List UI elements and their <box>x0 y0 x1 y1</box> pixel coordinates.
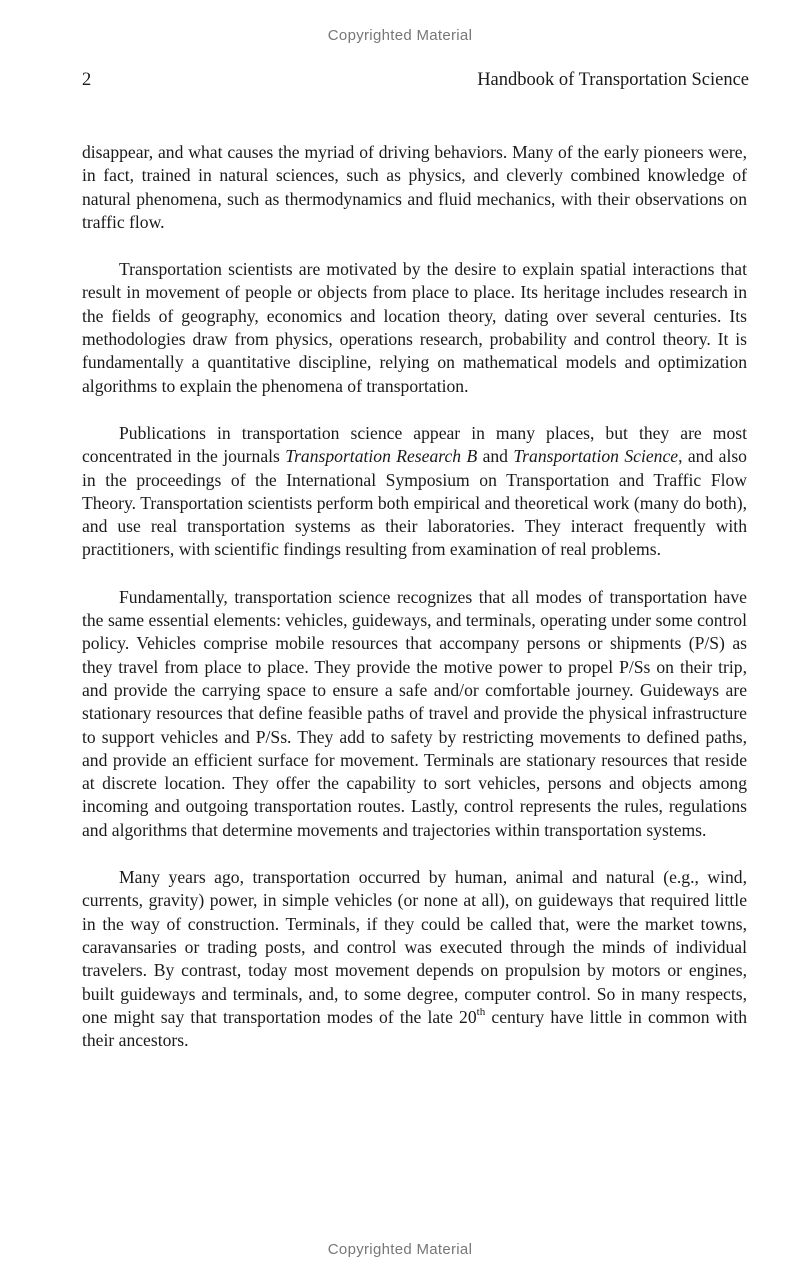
paragraph-4: Fundamentally, transportation science recognizes that all modes of transportation have the same essential elements: vehicles, guideways, and terminals, operating under some control policy. Vehicles comprise mobile resources that accompany persons or shipments (P/S) as they travel from place to place. They provide the motive power to propel P/Ss on their trip, and provide the carrying space to ensure a safe and/or comfortable journey. Guideways are stationary resources that define feasible paths of travel and provide the physical infrastructure to support vehicles and P/Ss. They add to safety by restricting movements to defined paths, and provide an efficient surface for movement. Terminals are stationary resources that reside at discrete location. They offer the capability to sort vehicles, persons and objects among incoming and outgoing transportation routes. Lastly, control represents the rules, regulations and algorithms that determine movements and trajectories within transportation systems. <box>82 586 747 840</box>
copyright-watermark-top: Copyrighted Material <box>327 27 473 44</box>
paragraph-3-text-c: , and also in the proceedings of the International Symposium on Transportation and Traffic Flow Theory. Transportation scientists perform both empirical and theoretical work (many do both), and use real transportation systems as their laboratories. They interact frequently with practitioners, with scientific findings resulting from examination of real problems. <box>82 446 747 560</box>
paragraph-2: Transportation scientists are motivated by the desire to explain spatial interactions that result in movement of people or objects from place to place. Its heritage includes research in the fields of geography, economics and location theory, dating over several centuries. Its methodologies draw from physics, operations research, probability and control theory. It is fundamentally a quantitative discipline, relying on mathematical models and optimization algorithms to explain the phenomena of transportation. <box>82 259 747 396</box>
paragraph-1: disappear, and what causes the myriad of driving behaviors. Many of the early pioneers were, in fact, trained in natural sciences, such as physics, and cleverly combined knowledge of natural phenomena, such as thermodynamics and fluid mechanics, with their observations on traffic flow. <box>82 142 747 232</box>
paragraph-5-text-a: Many years ago, transportation occurred by human, animal and natural (e.g., wind, currents, gravity) power, in simple vehicles (or none at all), on guideways that required little in the way of construction. Terminals, if they could be called that, were the market towns, caravansaries or trading posts, and control was executed through the minds of individual travelers. By contrast, today most movement depends on propulsion by motors or engines, built guideways and terminals, and, to some degree, computer control. So in many respects, one might say that transportation modes of the late 20 <box>82 867 747 1027</box>
paragraph-5 <box>82 866 747 1052</box>
page-number: 2 <box>82 70 92 90</box>
body-text <box>82 141 747 1076</box>
ordinal-superscript: th <box>476 1005 486 1018</box>
journal-title-transportation-science: Transportation Science <box>513 446 679 467</box>
paragraph-3-text-b: and <box>477 446 514 467</box>
paragraph-3-text-a: Publications in transportation science appear in many places, but they are most concentrated in the journals <box>82 422 747 467</box>
running-header <box>82 70 749 96</box>
journal-title-transportation-research-b: Transportation Research B <box>285 446 478 467</box>
paragraph-5-text-b: century have little in common with their ancestors. <box>82 1006 748 1051</box>
copyright-watermark-bottom: Copyrighted Material <box>327 1241 473 1258</box>
paragraph-3 <box>82 422 747 562</box>
book-title: Handbook of Transportation Science <box>477 70 749 90</box>
